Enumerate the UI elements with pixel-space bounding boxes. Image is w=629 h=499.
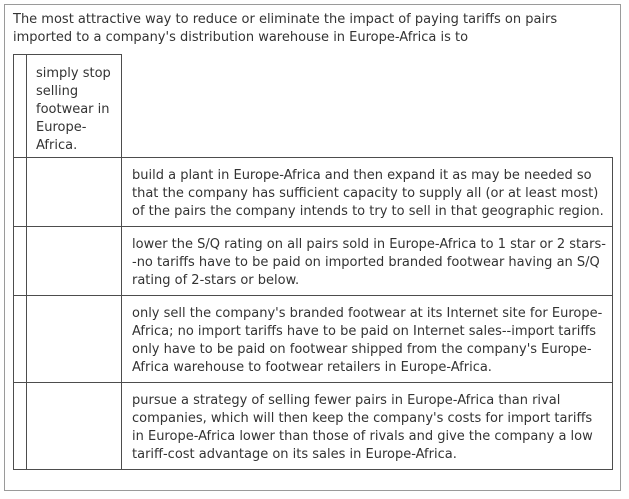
- answer-option-1-text: simply stop selling footwear in Europe-Africa.: [36, 66, 111, 153]
- answer-option-4-select-cell[interactable]: [14, 296, 27, 382]
- answer-option-3-text: lower the S/Q rating on all pairs sold in Europe-Africa to 1 star or 2 stars--no tariffs have to be paid on imported branded footwear having an S/Q rating of 2-stars or below.: [132, 237, 606, 288]
- answer-option-2[interactable]: [13, 157, 613, 227]
- answer-option-1[interactable]: [13, 54, 122, 158]
- answer-option-5-spacer-cell: [27, 383, 122, 469]
- answer-option-2-select-cell[interactable]: [14, 158, 27, 226]
- question-text: The most attractive way to reduce or eliminate the impact of paying tariffs on pairs imported to a company's distribution warehouse in Europe-Africa is to: [13, 12, 558, 45]
- answer-options: [13, 54, 613, 470]
- answer-option-3[interactable]: [13, 226, 613, 296]
- answer-option-2-text: build a plant in Europe-Africa and then expand it as may be needed so that the company has sufficient capacity to supply all (or at least most) of the pairs the company intends to try to sell in that geographic region.: [132, 168, 604, 219]
- answer-option-4-spacer-cell: [27, 296, 122, 382]
- answer-option-3-select-cell[interactable]: [14, 227, 27, 295]
- answer-option-4[interactable]: [13, 295, 613, 383]
- answer-option-5[interactable]: [13, 382, 613, 470]
- answer-option-3-spacer-cell: [27, 227, 122, 295]
- answer-option-5-text: pursue a strategy of selling fewer pairs in Europe-Africa than rival companies, which will then keep the company's costs for import tariffs in Europe-Africa lower than those of rivals and give the company a low tariff-cost advantage on its sales in Europe-Africa.: [132, 393, 593, 462]
- answer-option-1-select-cell[interactable]: [14, 55, 27, 157]
- answer-option-2-spacer-cell: [27, 158, 122, 226]
- answer-option-5-select-cell[interactable]: [14, 383, 27, 469]
- answer-option-4-text: only sell the company's branded footwear at its Internet site for Europe-Africa; no import tariffs have to be paid on Internet sales--import tariffs only have to be paid on footwear shipped from the company's Europe-Africa warehouse to footwear retailers in Europe-Africa.: [132, 306, 603, 375]
